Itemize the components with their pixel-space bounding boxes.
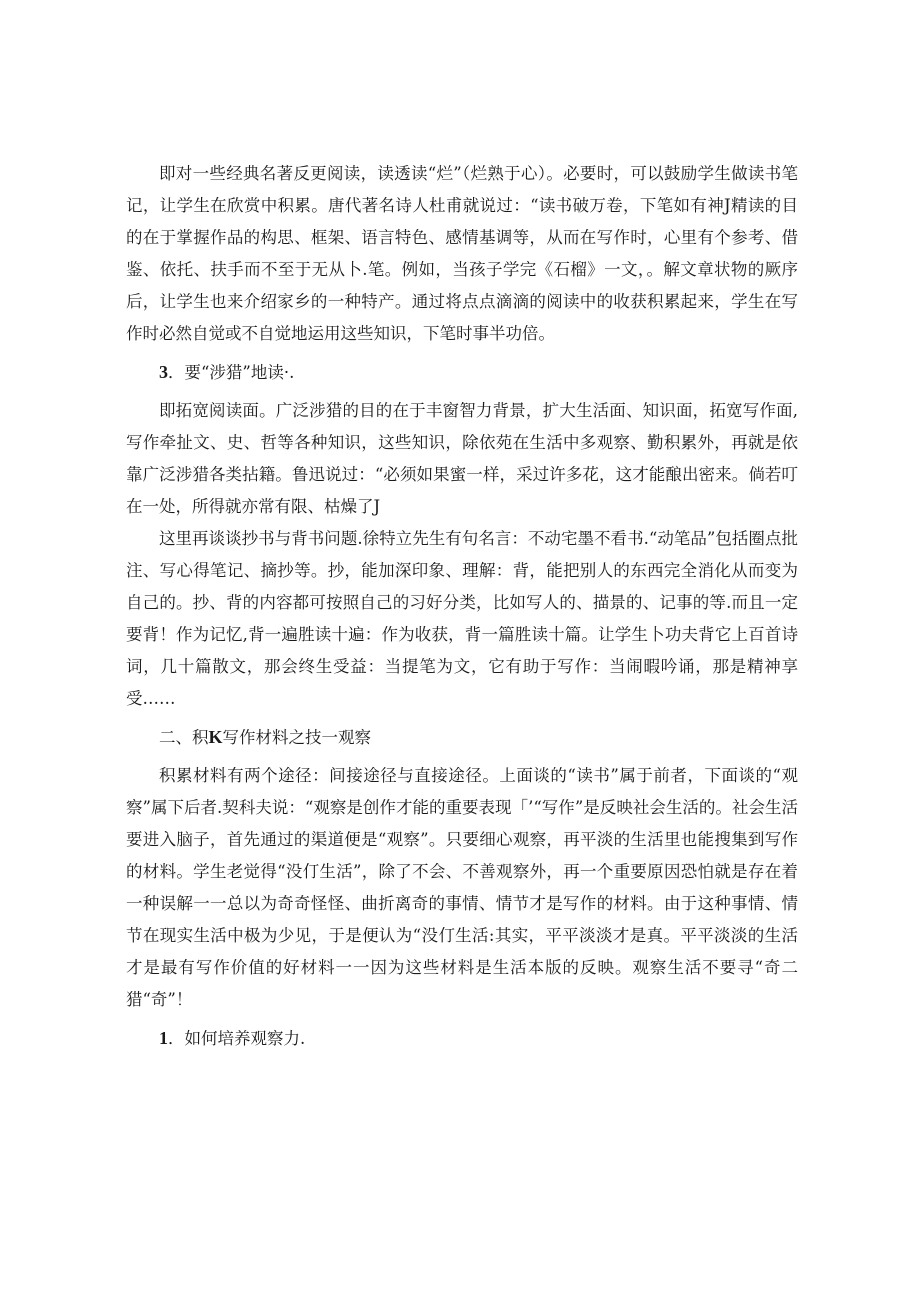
section-heading-prefix: 二、积 <box>159 728 209 747</box>
section-heading-suffix: 写作材料之技一观察 <box>222 728 372 747</box>
paragraph-observation: 积累材料有两个途径：间接途径与直接途径。上面谈的“读书”属于前者，下面谈的“观察”属下后者.契科夫说：“观察是创作才能的重要表现「’“写作”是反映社会生活的。社会生活要进入脑子，首先通过的渠道便是“观察”。只要细心观察，再平淡的生活里也能搜集到写作的材料。学生老觉得“没仃生活”，除了不会、不善观察外，再一个重要原因恐怕就是存在着一种误解一一总以为奇奇怪怪、曲折离奇的事情、情节才是写作的材料。由于这种事情、情节在现实生活中极为少见，于是便认为“没仃生活:其实，平平淡淡才是真。平平淡淡的生活才是最有写作价值的好材料一一因为这些材料是生活本版的反映。观察生活不要寻“奇二猎“奇”！ <box>126 766 798 1009</box>
paragraph-intensive-reading: 即对一些经典名著反更阅读，读透读“烂”（烂熟于心）。必要时，可以鼓励学生做读书笔记，让学生在欣赏中积累。唐代著名诗人杜甫就说过：“读书破万卷，下笔如有神J精读的目的在于掌握作品的构思、框架、语言特色、感情基调等，从而在写作时，心里有个参考、借鉴、依托、扶手而不至于无从卜.笔。例如，当孩子学完《石榴》一文，。解文章状物的厥序后，让学生也来介绍家乡的一种特产。通过将点点滴滴的阅读中的收获积累起来，学生在写作时必然自觉或不自觉地运用这些知识，下笔时事半功倍。 <box>126 164 798 343</box>
subheading-1 <box>126 1022 798 1055</box>
subheading-number: 3 <box>159 362 168 382</box>
subheading-number: 1 <box>159 1028 168 1048</box>
document-body <box>126 158 798 1061</box>
section-heading-bold: K <box>208 727 223 747</box>
paragraph-copy-and-recite: 这里再谈谈抄书与背书问题.徐特立先生有句名言：不动宅墨不看书.“动笔品”包括圈点批注、写心得笔记、摘抄等。抄，能加深印象、理解：背，能把别人的东西完全消化从而变为自己的。抄、背的内容都可按照自己的习好分类，比如写人的、描景的、记事的等.而且一定要背！作为记忆,背一遍胜读十遍：作为收获，背一篇胜读十篇。让学生卜功夫背它上百首诗词，几十篇散文，那会终生受益：当提笔为文，它有助于写作：当闹暇吟诵，那是精神享受…… <box>126 529 798 708</box>
subheading-3 <box>126 356 798 389</box>
paragraph-broad-reading: 即拓宽阅读面。广泛涉猎的目的在于丰窗智力背景，扩大生活面、知识面，拓宽写作面,写作牵扯文、史、哲等各种知识，这些知识，除依苑在生活中多观察、勤积累外，再就是依靠广泛涉猎各类拈籍。鲁迅说过：“必须如果蜜一样，采过许多花，这才能酿出密来。倘若叮在一处，所得就亦常有限、枯燥了J <box>126 401 798 516</box>
subheading-text: ．如何培养观察力. <box>168 1029 306 1048</box>
subheading-text: ．要“涉猎”地读·. <box>168 363 295 382</box>
section-heading-2 <box>126 721 798 754</box>
